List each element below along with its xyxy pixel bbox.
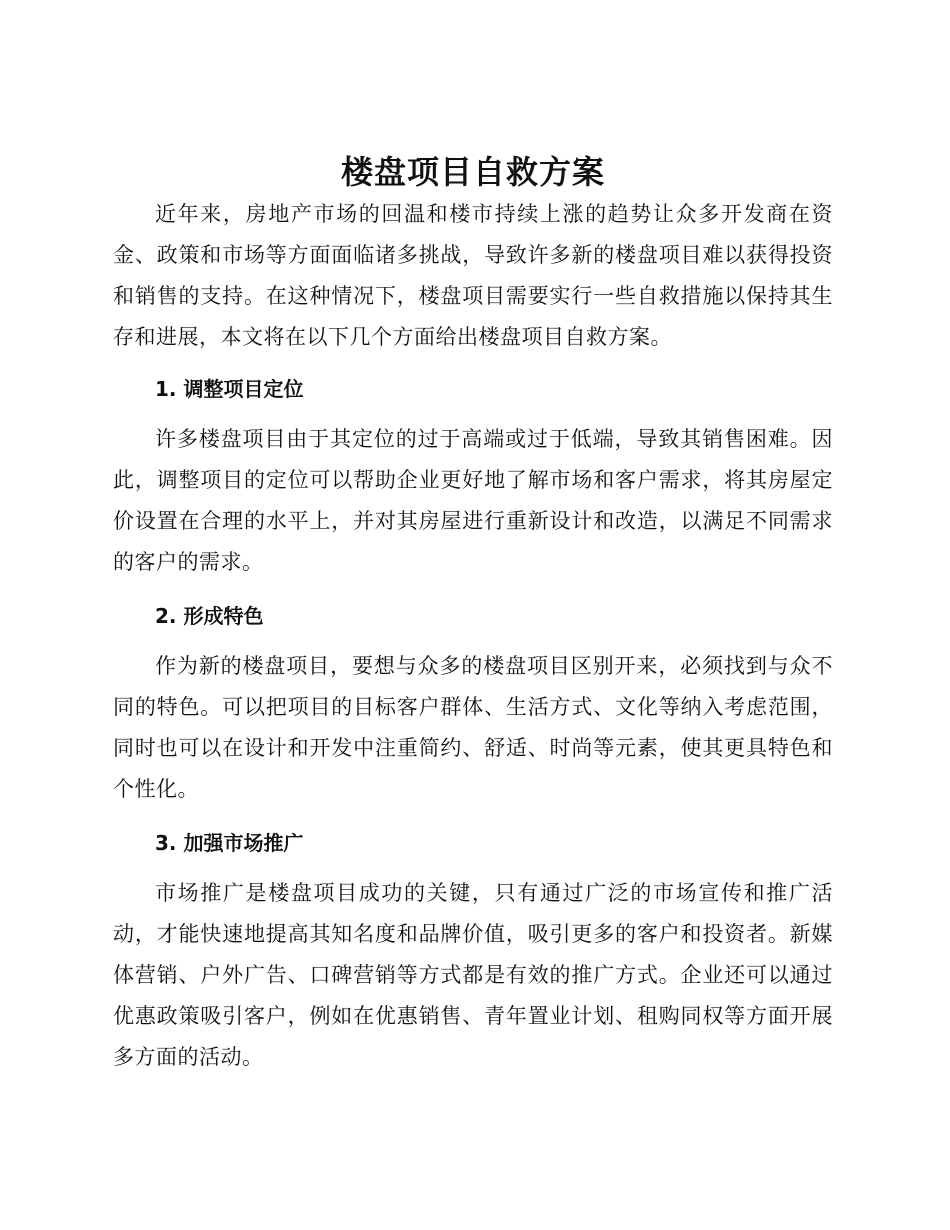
section-adjust-positioning — [113, 374, 833, 583]
section-heading: 2. 形成特色 — [155, 604, 264, 628]
document-page — [113, 150, 833, 1078]
section-heading: 3. 加强市场推广 — [155, 831, 304, 855]
section-market-promotion — [113, 828, 833, 1078]
document-title: 楼盘项目自救方案 — [340, 153, 605, 191]
intro-paragraph: 近年来，房地产市场的回温和楼市持续上涨的趋势让众多开发商在资金、政策和市场等方面面临诸多挑战，导致许多新的楼盘项目难以获得投资和销售的支持。在这种情况下，楼盘项目需要实行一些自救措施以保持其生存和进展，本文将在以下几个方面给出楼盘项目自救方案。 — [113, 202, 833, 349]
section-paragraph: 许多楼盘项目由于其定位的过于高端或过于低端，导致其销售困难。因此，调整项目的定位可以帮助企业更好地了解市场和客户需求，将其房屋定价设置在合理的水平上，并对其房屋进行重新设计和改造，以满足不同需求的客户的需求。 — [113, 427, 833, 574]
section-paragraph: 作为新的楼盘项目，要想与众多的楼盘项目区别开来，必须找到与众不同的特色。可以把项目的目标客户群体、生活方式、文化等纳入考虑范围，同时也可以在设计和开发中注重简约、舒适、时尚等元素，使其更具特色和个性化。 — [113, 654, 833, 801]
section-paragraph: 市场推广是楼盘项目成功的关键，只有通过广泛的市场宣传和推广活动，才能快速地提高其知名度和品牌价值，吸引更多的客户和投资者。新媒体营销、户外广告、口碑营销等方式都是有效的推广方式。企业还可以通过优惠政策吸引客户，例如在优惠销售、青年置业计划、租购同权等方面开展多方面的活动。 — [113, 881, 833, 1069]
section-form-features — [113, 601, 833, 810]
section-heading: 1. 调整项目定位 — [155, 377, 304, 401]
